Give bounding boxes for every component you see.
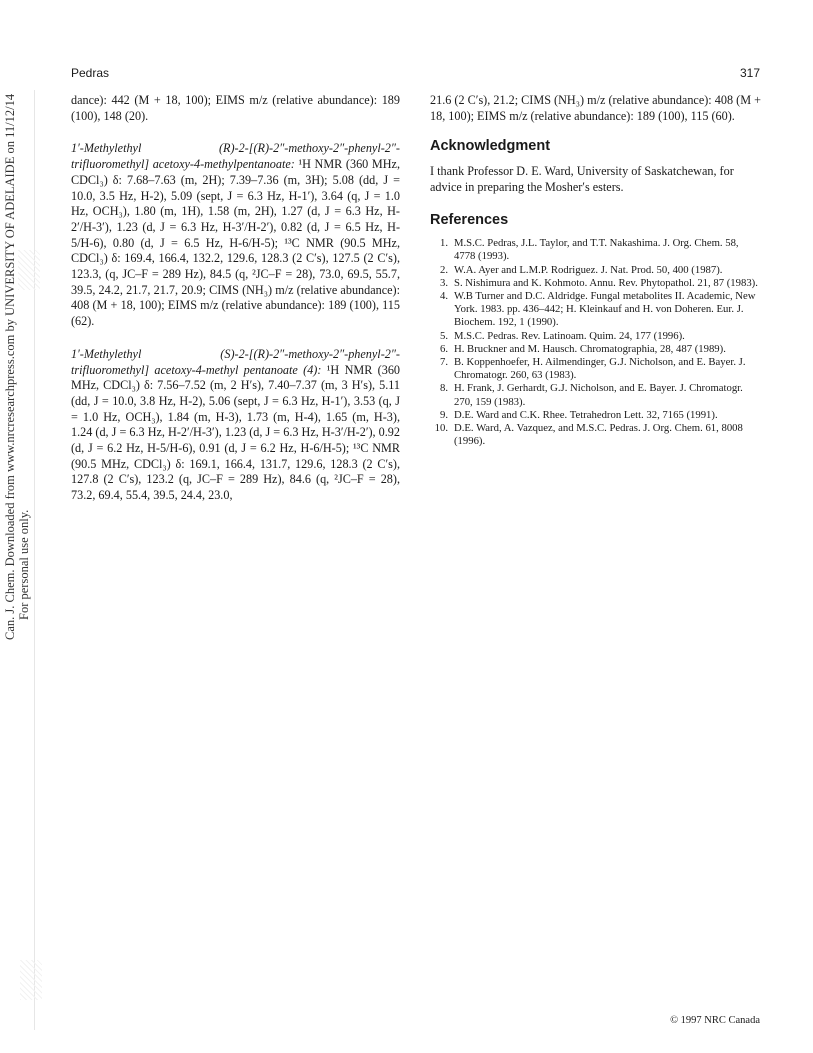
spectral-data-continued-right: 21.6 (2 C′s), 21.2; CIMS (NH₃) m/z (relative abundance): 408 (M + 18, 100); EIMS m/z (relative abundance): 189 (100), 115 (60). — [430, 93, 761, 123]
reference-item — [430, 422, 761, 448]
reference-item — [430, 382, 761, 408]
reference-text: S. Nishimura and K. Kohmoto. Annu. Rev. Phytopathol. 21, 87 (1983). — [454, 276, 758, 289]
reference-number: 3. — [439, 276, 448, 289]
reference-number: 9. — [439, 408, 448, 421]
margin-rule — [34, 90, 35, 1030]
running-head-author: Pedras — [71, 66, 110, 80]
compound-r-r-paragraph — [71, 141, 400, 329]
reference-text: M.S.C. Pedras. Rev. Latinoam. Quim. 24, 177 (1996). — [454, 329, 685, 342]
reference-text: D.E. Ward and C.K. Rhee. Tetrahedron Lett. 32, 7165 (1991). — [454, 408, 718, 421]
download-watermark-line1: Can. J. Chem. Downloaded from www.nrcresearchpress.com by UNIVERSITY OF ADELAIDE on 11/12/14 — [3, 93, 17, 640]
scan-speck — [20, 960, 42, 1000]
compound-s-r-name: 1′-Methylethyl (S)-2-[(R)-2″-methoxy-2″-phenyl-2″-trifluoromethyl] acetoxy-4-methyl pentanoate (4): — [71, 346, 400, 377]
reference-item — [430, 409, 761, 422]
acknowledgment-text: I thank Professor D. E. Ward, University of Saskatchewan, for advice in preparing the Mosher′s esters. — [430, 164, 734, 194]
compound-s-r-paragraph — [71, 347, 400, 504]
reference-list — [430, 237, 761, 448]
references-heading: References — [430, 211, 509, 228]
reference-text: W.B Turner and D.C. Aldridge. Fungal metabolites II. Academic, New York. 1983. pp. 436–442; H. Kleinkauf and H. von Doheren. Eur. J. Biochem. 192, 1 (1990). — [454, 290, 756, 329]
left-column — [71, 93, 400, 504]
reference-item — [430, 330, 761, 343]
reference-item — [430, 264, 761, 277]
reference-item — [430, 290, 761, 330]
reference-item — [430, 277, 761, 290]
reference-number: 2. — [439, 263, 448, 276]
reference-number: 4. — [439, 290, 448, 303]
compound-r-r-name: 1′-Methylethyl (R)-2-[(R)-2″-methoxy-2″-phenyl-2″-trifluoromethyl] acetoxy-4-methylpentanoate: — [71, 141, 400, 172]
download-watermark — [3, 80, 31, 640]
reference-item — [430, 356, 761, 382]
reference-number: 7. — [439, 356, 448, 369]
page-number: 317 — [739, 66, 760, 80]
reference-number: 5. — [439, 329, 448, 342]
reference-number: 8. — [439, 382, 448, 395]
reference-item — [430, 237, 761, 263]
compound-r-r-spectra: ¹H NMR (360 MHz, CDCl₃) δ: 7.68–7.63 (m, 2H); 7.39–7.36 (m, 3H); 5.08 (dd, J = 10.0, 3.5 Hz, H-2), 5.09 (sept, J = 6.3 Hz, H-1′), 3.64 (q, J = 1.0 Hz, OCH₃), 1.80 (m, 1H), 1.58 (m, 2H), 1.27 (d, J = 6.3 Hz, H-2′/H-3′), 1.23 (d, J = 6.3 Hz, H-3′/H-2′), 0.82 (d, J = 6.5 Hz, H-5/H-6), 0.80 (d, J = 6.5 Hz, H-6/H-5); ¹³C NMR (90.5 MHz, CDCl₃) δ: 169.4, 166.4, 132.2, 129.6, 128.3 (2 C′s), 127.5 (2 C′s), 123.3, (q, JC–F = 289 Hz), 84.5 (q, ²JC–F = 28), 73.0, 69.5, 55.7, 39.5, 24.2, 21.7, 21.7, 20.9; CIMS (NH₃) m/z (relative abundance): 408 (M + 18, 100); EIMS m/z (relative abundance): 189 (100), 115 (62). — [71, 157, 400, 329]
reference-item — [430, 343, 761, 356]
copyright: © 1997 NRC Canada — [670, 1015, 760, 1026]
reference-text: D.E. Ward, A. Vazquez, and M.S.C. Pedras. J. Org. Chem. 61, 8008 (1996). — [454, 422, 743, 448]
reference-number: 6. — [439, 342, 448, 355]
reference-text: W.A. Ayer and L.M.P. Rodriguez. J. Nat. Prod. 50, 400 (1987). — [454, 263, 723, 276]
download-watermark-line2: For personal use only. — [17, 509, 31, 620]
reference-text: H. Bruckner and M. Hausch. Chromatographia, 28, 487 (1989). — [454, 342, 726, 355]
acknowledgment-heading: Acknowledgment — [430, 138, 551, 155]
reference-number: 1. — [439, 237, 448, 250]
reference-text: B. Koppenhoefer, H. Ailmendinger, G.J. Nicholson, and E. Bayer. J. Chromatogr. 260, 63 (1983). — [454, 356, 746, 382]
reference-text: M.S.C. Pedras, J.L. Taylor, and T.T. Nakashima. J. Org. Chem. 58, 4778 (1993). — [454, 237, 739, 263]
compound-s-r-spectra: ¹H NMR (360 MHz, CDCl₃) δ: 7.56–7.52 (m, 2 H′s), 7.40–7.37 (m, 3 H′s), 5.11 (dd, J = 10.0, 3.8 Hz, H-2), 5.06 (sept, J = 6.3 Hz, H-1′), 3.53 (q, J = 1.0 Hz, OCH₃), 1.84 (m, H-3), 1.73 (m, H-4), 1.65 (m, H-3), 1.24 (d, J = 6.3 Hz, H-2′/H-3′), 1.23 (d, J = 6.3 Hz, H-3′/H-2′), 0.92 (d, J = 6.2 Hz, H-5/H-6), 0.91 (d, J = 6.2 Hz, H-6/H-5); ¹³C NMR (90.5 MHz, CDCl₃) δ: 169.1, 166.4, 131.7, 129.6, 128.3 (2 C′s), 127.8 (2 C′s), 123.2 (q, JC–F = 289 Hz), 84.6 (q, ²JC–F = 28), 73.2, 69.4, 55.4, 39.5, 24.4, 23.0, — [71, 362, 401, 503]
reference-text: H. Frank, J. Gerhardt, G.J. Nicholson, and E. Bayer. J. Chromatogr. 270, 159 (1983). — [454, 382, 743, 408]
reference-number: 10. — [434, 422, 448, 435]
spectral-data-continued: dance): 442 (M + 18, 100); EIMS m/z (relative abundance): 189 (100), 148 (20). — [71, 93, 400, 123]
right-column — [430, 93, 761, 448]
